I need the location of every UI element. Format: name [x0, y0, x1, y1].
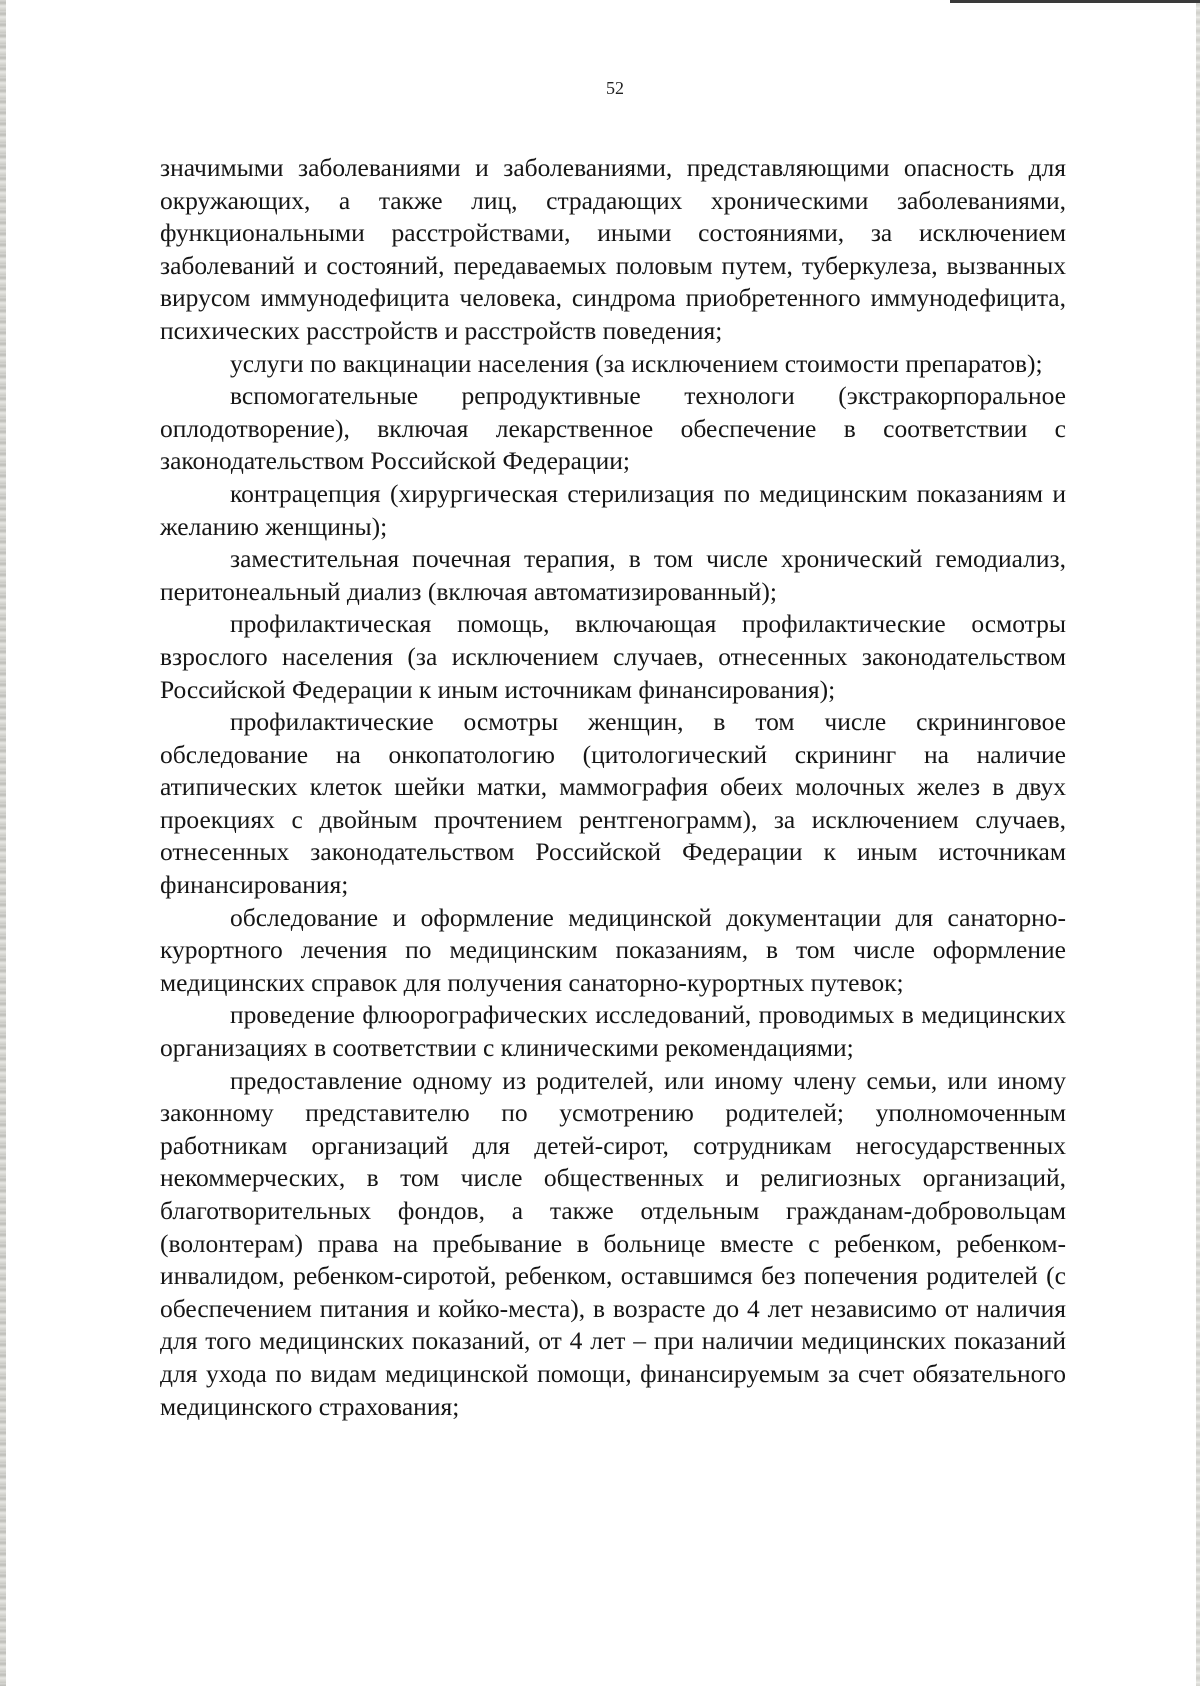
- paragraph: проведение флюорографических исследований, проводимых в медицинских организациях в соответствии с клиническими рекомендациями;: [160, 1000, 1066, 1063]
- paragraph: услуги по вакцинации населения (за исключением стоимости препаратов);: [230, 348, 1043, 378]
- scan-edge-right: [1196, 0, 1200, 1686]
- paragraph: предоставление одному из родителей, или иному члену семьи, или иному законному представителю по усмотрению родителей; уполномоченным работникам организаций для детей-сирот, сотрудникам негосударственных некоммерческих, в том числе общественных и религиозных организаций, благотворительных фондов, а также отдельным гражданам-добровольцам (волонтерам) права на пребывание в больнице вместе с ребенком, ребенком-инвалидом, ребенком-сиротой, ребенком, оставшимся без попечения родителей (с обеспечением питания и койко-места), в возрасте до 4 лет независимо от наличия для того медицинских показаний, от 4 лет – при наличии медицинских показаний для ухода по видам медицинской помощи, финансируемым за счет обязательного медицинского страхования;: [160, 1065, 1066, 1421]
- paragraph: обследование и оформление медицинской документации для санаторно-курортного лечения по медицинским показаниям, в том числе оформление медицинских справок для получения санаторно-курортных путевок;: [160, 902, 1066, 997]
- paragraph: значимыми заболеваниями и заболеваниями, представляющими опасность для окружающих, а также лиц, страдающих хроническими заболеваниями, функциональными расстройствами, иными состояниями, за исключением заболеваний и состояний, передаваемых половым путем, туберкулеза, вызванных вирусом иммунодефицита человека, синдрома приобретенного иммунодефицита, психических расстройств и расстройств поведения;: [160, 153, 1066, 345]
- paragraph: вспомогательные репродуктивные технологи (экстракорпоральное оплодотворение), включая лекарственное обеспечение в соответствии с законодательством Российской Федерации;: [160, 381, 1066, 476]
- paragraph: профилактическая помощь, включающая профилактические осмотры взрослого населения (за исключением случаев, отнесенных законодательством Российской Федерации к иным источникам финансирования);: [160, 609, 1066, 704]
- paragraph: контрацепция (хирургическая стерилизация по медицинским показаниям и желанию женщины);: [160, 478, 1066, 541]
- paragraph: профилактические осмотры женщин, в том числе скрининговое обследование на онкопатологию (цитологический скрининг на наличие атипических клеток шейки матки, маммография обеих молочных желез в двух проекциях с двойным прочтением рентгенограмм), за исключением случаев, отнесенных законодательством Российской Федерации к иным источникам финансирования;: [160, 707, 1066, 900]
- document-body: [160, 152, 1066, 1423]
- page-number: 52: [606, 78, 624, 98]
- scan-edge-left: [0, 0, 6, 1686]
- paragraph: заместительная почечная терапия, в том числе хронический гемодиализ, перитонеальный диализ (включая автоматизированный);: [160, 544, 1066, 606]
- scan-top-line: [950, 0, 1200, 3]
